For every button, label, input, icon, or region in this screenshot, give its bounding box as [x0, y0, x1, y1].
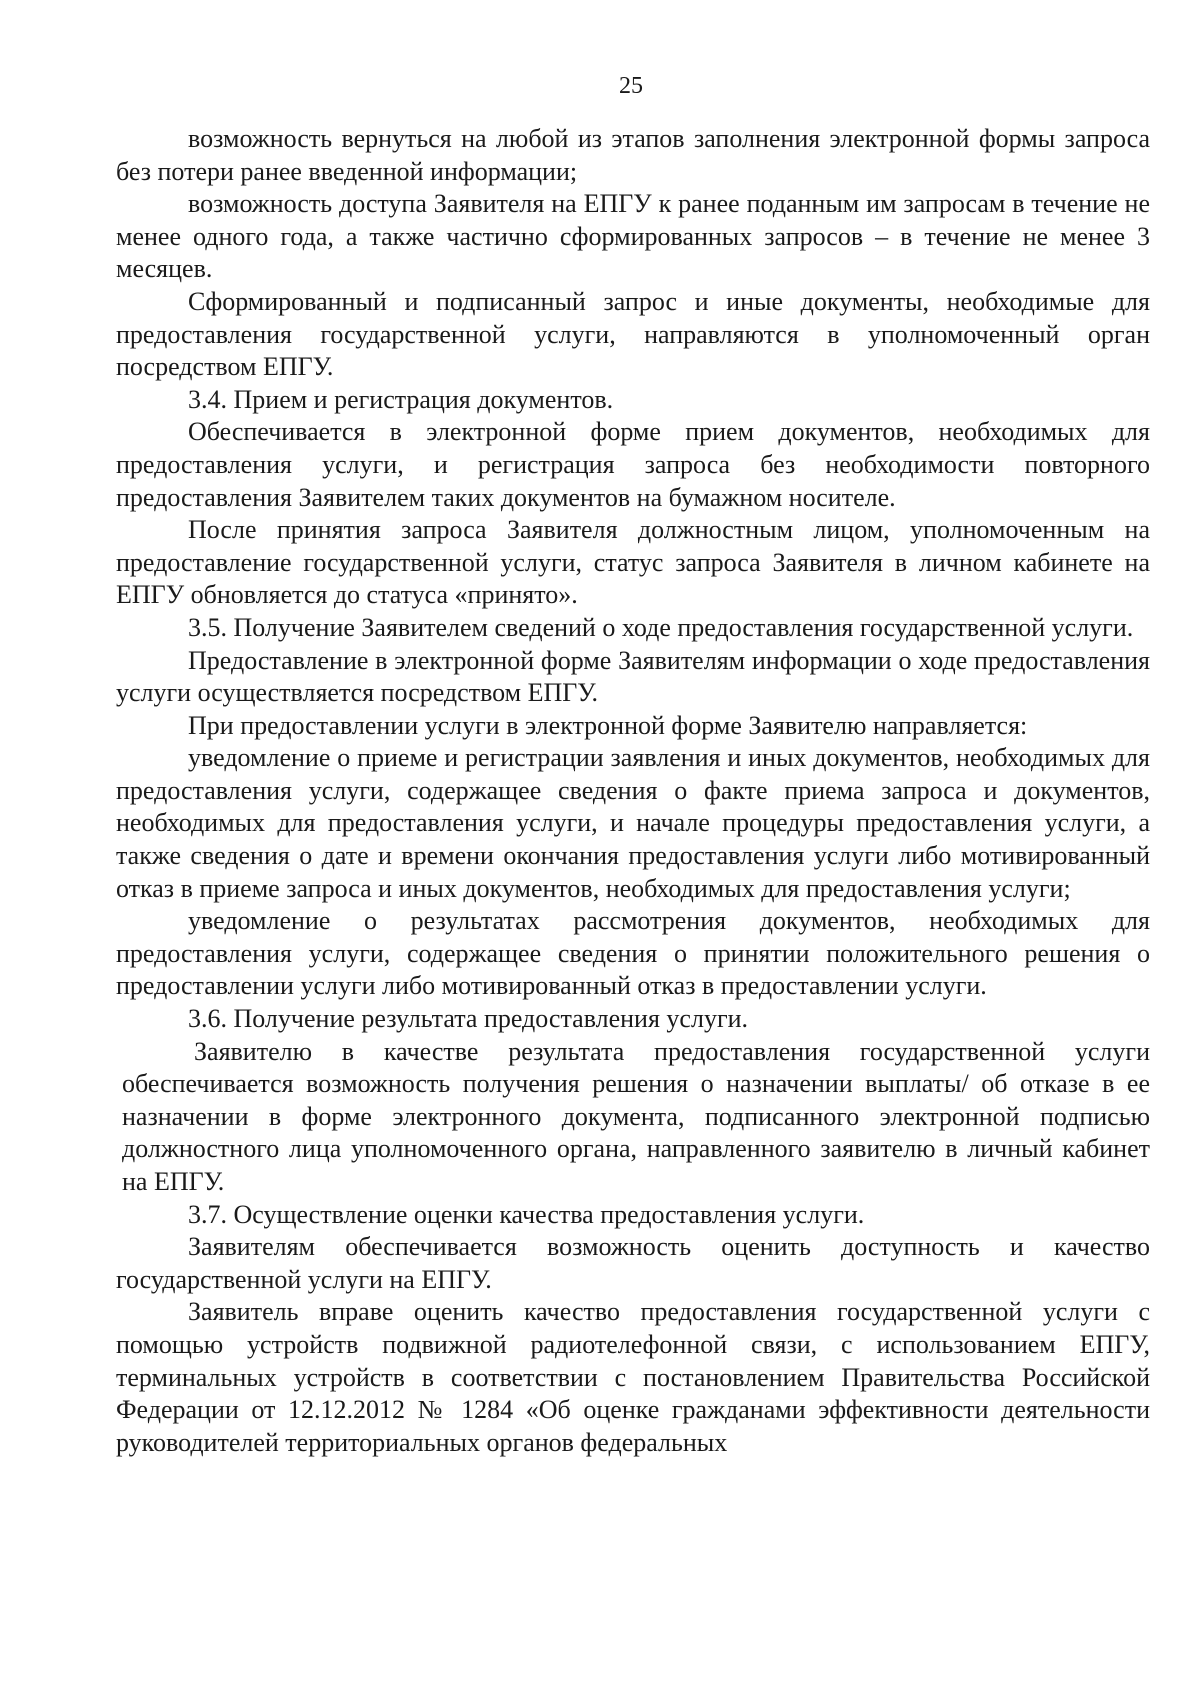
page-number: 25 [619, 73, 643, 99]
paragraph-result-decision: Заявителю в качестве результата предоставления государственной услуги обеспечивается возможность получения решения о назначении выплаты/ об отказе в ее назначении в форме электронного документа, подписанного электронной подписью должностного лица уполномоченного органа, направленного заявителю в личный кабинет на ЕПГУ. [122, 1036, 1150, 1196]
document-body [116, 123, 1150, 1459]
paragraph-request-status: После принятия запроса Заявителя должностным лицом, уполномоченным на предоставление государственной услуги, статус запроса Заявителя в личном кабинете на ЕПГУ обновляется до статуса «принято». [116, 515, 1150, 610]
paragraph-return-to-stages: возможность вернуться на любой из этапов заполнения электронной формы запроса без потери ранее введенной информации; [116, 124, 1150, 186]
paragraph-electronic-acceptance: Обеспечивается в электронной форме прием документов, необходимых для предоставления услуги, и регистрация запроса без необходимости повторного предоставления Заявителем таких документов на бумажном носителе. [116, 417, 1150, 512]
section-heading-3-6: 3.6. Получение результата предоставления услуги. [188, 1004, 749, 1034]
section-heading-3-7: 3.7. Осуществление оценки качества предоставления услуги. [188, 1199, 865, 1229]
paragraph-review-notification: уведомление о результатах рассмотрения документов, необходимых для предоставления услуги, содержащее сведения о принятии положительного решения о предоставлении услуги либо мотивированный отказ в предоставлении услуги. [116, 906, 1150, 1001]
paragraph-progress-information: Предоставление в электронной форме Заявителям информации о ходе предоставления услуги осуществляется посредством ЕПГУ. [116, 645, 1150, 708]
section-heading-3-5: 3.5. Получение Заявителем сведений о ходе предоставления государственной услуги. [188, 612, 1134, 642]
paragraph-receipt-notification: уведомление о приеме и регистрации заявления и иных документов, необходимых для предоставления услуги, содержащее сведения о факте приема запроса и документов, необходимых для предоставления услуги, и начале процедуры предоставления услуги, а также сведения о дате и времени окончания предоставления услуги либо мотивированный отказ в приеме запроса и иных документов, необходимых для предоставления услуги; [116, 743, 1150, 903]
paragraph-assessment-methods: Заявитель вправе оценить качество предоставления государственной услуги с помощью устройств подвижной радиотелефонной связи, с использованием ЕПГУ, терминальных устройств в соответствии с постановлением Правительства Российской Федерации от 12.12.2012 № 1284 «Об оценке гражданами эффективности деятельности руководителей территориальных органов федеральных [116, 1297, 1150, 1457]
paragraph-access-to-requests: возможность доступа Заявителя на ЕПГУ к ранее поданным им запросам в течение не менее одного года, а также частично сформированных запросов – в течение не менее 3 месяцев. [116, 189, 1150, 284]
paragraph-notifications-intro: При предоставлении услуги в электронной форме Заявителю направляется: [188, 710, 1028, 740]
paragraph-signed-request: Сформированный и подписанный запрос и иные документы, необходимые для предоставления государственной услуги, направляются в уполномоченный орган посредством ЕПГУ. [116, 286, 1150, 382]
paragraph-quality-assessment: Заявителям обеспечивается возможность оценить доступность и качество государственной услуги на ЕПГУ. [116, 1232, 1150, 1294]
section-heading-3-4: 3.4. Прием и регистрация документов. [188, 384, 614, 414]
